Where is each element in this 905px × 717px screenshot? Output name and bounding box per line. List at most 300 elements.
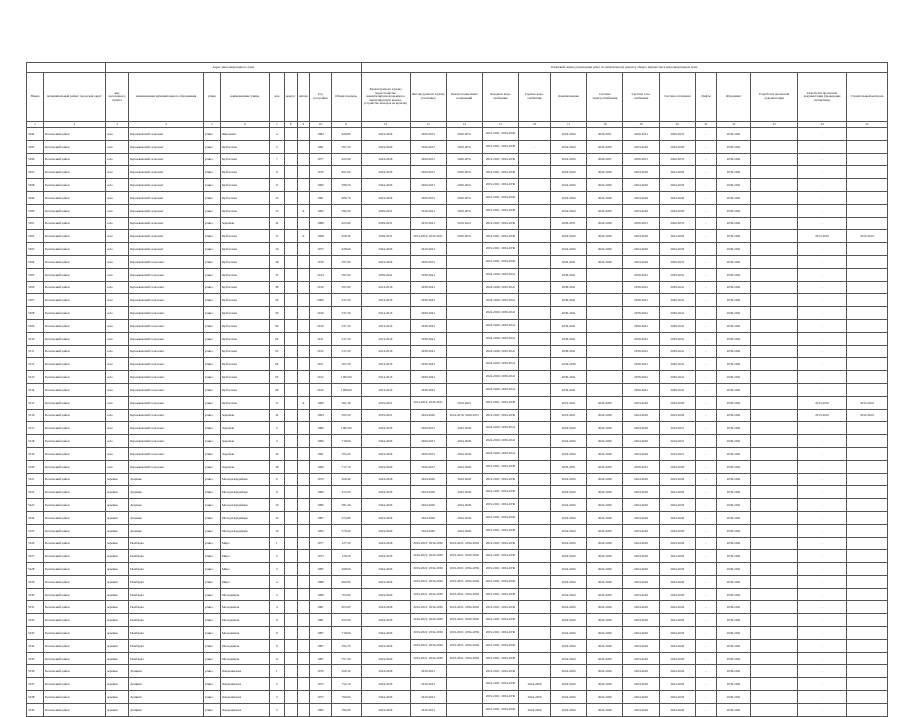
cell-heat: 2024-2026 <box>659 230 695 243</box>
cell-house: 10 <box>269 447 284 460</box>
cell-roof: 2024-2026 <box>361 166 410 179</box>
cell-pd <box>751 627 798 640</box>
cell-heat: 2029-2031 <box>659 255 695 268</box>
cell-area: 272,00 <box>331 486 361 499</box>
cell-heat: 2024-2026 <box>659 409 695 422</box>
cell-area: 703,00 <box>331 588 361 601</box>
cell-area: 581,40 <box>331 499 361 512</box>
cell-sk <box>847 537 888 550</box>
cell-cold: 2024-2026; 2039-2041 <box>482 332 518 345</box>
cell-elec <box>587 383 623 396</box>
cell-sewer: 2024-2026 <box>551 473 587 486</box>
cell-sk <box>847 422 888 435</box>
cell-pde: 2015-2016 <box>798 396 847 409</box>
cell-street_type: улица <box>203 204 220 217</box>
cell-year: 2012 <box>310 371 331 384</box>
cell-pd <box>751 447 798 460</box>
cell-mo: Бережковский сельсовет <box>129 153 204 166</box>
cell-gas: 2029-2031 <box>623 460 659 473</box>
cell-year: 1973 <box>310 550 331 563</box>
cell-facade: 2024-2026 <box>410 499 446 512</box>
table-row <box>27 499 888 512</box>
cell-sewer: 2024-2026 <box>551 537 587 550</box>
cell-pde: - <box>798 435 847 448</box>
cell-street_type: улица <box>203 639 220 652</box>
cell-hot <box>519 447 551 460</box>
cell-street_type: улица <box>203 627 220 640</box>
cell-elec: 2024-2026 <box>587 499 623 512</box>
cell-district: Котельский район <box>44 268 106 281</box>
cell-lift: - <box>695 486 716 499</box>
cell-area: 718,90 <box>331 435 361 448</box>
cell-street: Кузбасская <box>220 396 269 409</box>
cell-district: Котельский район <box>44 435 106 448</box>
cell-sk <box>847 486 888 499</box>
cell-n: 5307 <box>27 294 44 307</box>
cell-sewer: 2024-2026 <box>551 447 587 460</box>
cell-street_type: улица <box>203 358 220 371</box>
cell-house: 6 <box>269 473 284 486</box>
cell-basement: 2024-2026 <box>446 486 482 499</box>
cell-street_type: улица <box>203 396 220 409</box>
cell-street_type: улица <box>203 166 220 179</box>
cell-found: 2039-2041 <box>717 575 751 588</box>
cell-roof: 2024-2026 <box>361 665 410 678</box>
cell-gas: 2024-2026 <box>623 204 659 217</box>
cell-year: 2011 <box>310 358 331 371</box>
cell-k <box>284 473 297 486</box>
cell-roof: 2024-2026 <box>361 473 410 486</box>
column-number: 19 <box>623 122 659 128</box>
column-header: Общая площадь <box>331 73 361 122</box>
cell-heat: 2039-2041 <box>659 345 695 358</box>
cell-mo: Бережковский Сельсовет <box>129 396 204 409</box>
cell-n: 5309 <box>27 319 44 332</box>
column-header: Ремонт подвальных помещений <box>446 73 482 122</box>
cell-basement <box>446 268 482 281</box>
cell-facade: 2019-2021; 2034-2036 <box>410 601 446 614</box>
cell-gas: 2024-2026 <box>623 499 659 512</box>
column-number: 16 <box>519 122 551 128</box>
cell-sewer: 2024-2026 <box>551 550 587 563</box>
cell-heat: 2024-2026 <box>659 511 695 524</box>
cell-kind: село <box>105 371 128 384</box>
cell-district: Котельский район <box>44 281 106 294</box>
cell-lift: - <box>695 358 716 371</box>
cell-pde: - <box>798 665 847 678</box>
cell-gas: 2024-2026 <box>623 601 659 614</box>
cell-area: 561,39 <box>331 396 361 409</box>
cell-hot <box>519 153 551 166</box>
cell-mo: Доценко <box>129 486 204 499</box>
cell-house: 14 <box>269 217 284 230</box>
cell-gas: 2024-2026 <box>623 179 659 192</box>
cell-lit <box>297 499 310 512</box>
cell-pde: - <box>798 358 847 371</box>
column-header: Горячее водо-снабжение <box>519 73 551 122</box>
cell-sewer: 2024-2026 <box>551 153 587 166</box>
cell-hot <box>519 575 551 588</box>
cell-year: 1986 <box>310 499 331 512</box>
cell-hot <box>519 588 551 601</box>
cell-kind: село <box>105 179 128 192</box>
cell-lift: - <box>695 319 716 332</box>
cell-kind: село <box>105 332 128 345</box>
cell-basement: 2029-2031 <box>446 191 482 204</box>
cell-street: Кузбасская <box>220 345 269 358</box>
cell-hot <box>519 473 551 486</box>
cell-gas: 2039-2041 <box>623 307 659 320</box>
cell-facade: 2019-2021; 2034-2036 <box>410 550 446 563</box>
table-row <box>27 166 888 179</box>
cell-year: 2010 <box>310 319 331 332</box>
cell-year: 2012 <box>310 383 331 396</box>
cell-mo: Пыхбарка <box>129 601 204 614</box>
cell-k <box>284 307 297 320</box>
cell-street_type: улица <box>203 447 220 460</box>
cell-sk <box>847 345 888 358</box>
table-row <box>27 563 888 576</box>
repair-schedule-table <box>26 62 888 717</box>
cell-lit: А <box>297 204 310 217</box>
cell-house: 56 <box>269 307 284 320</box>
cell-lift: - <box>695 345 716 358</box>
cell-mo: Доценко <box>129 473 204 486</box>
cell-street: Кузбасская <box>220 230 269 243</box>
cell-basement: 2024-2026 <box>446 435 482 448</box>
cell-house: 10 <box>269 499 284 512</box>
cell-sewer: 2039-2041 <box>551 307 587 320</box>
cell-k <box>284 511 297 524</box>
cell-lit <box>297 550 310 563</box>
cell-basement <box>446 665 482 678</box>
cell-heat: 2024-2026 <box>659 678 695 691</box>
cell-street: Школьная <box>220 128 269 141</box>
cell-mo: Пыхбарка <box>129 537 204 550</box>
cell-district: Котельский район <box>44 575 106 588</box>
cell-area: 628,60 <box>331 243 361 256</box>
cell-gas: 2029-2031 <box>623 153 659 166</box>
cell-mo: Доценко <box>129 499 204 512</box>
cell-pd <box>751 230 798 243</box>
cell-lit: А <box>297 230 310 243</box>
cell-elec: 2024-2026 <box>587 204 623 217</box>
cell-lit <box>297 447 310 460</box>
cell-sewer: 2024-2026 <box>551 243 587 256</box>
cell-lit <box>297 268 310 281</box>
cell-street: Кузбасская <box>220 191 269 204</box>
cell-street: Молодежная <box>220 588 269 601</box>
cell-lit <box>297 243 310 256</box>
cell-house: 16 <box>269 243 284 256</box>
cell-area: 537,20 <box>331 332 361 345</box>
cell-house: 12 <box>269 511 284 524</box>
cell-gas: 2024-2026 <box>623 665 659 678</box>
cell-hot: 2024-2026 <box>519 691 551 704</box>
cell-gas: 2024-2026 <box>623 639 659 652</box>
cell-district: Котельский район <box>44 703 106 716</box>
cell-sewer: 2024-2026 <box>551 511 587 524</box>
cell-found: 2039-2041 <box>717 204 751 217</box>
cell-district: Котельский район <box>44 588 106 601</box>
cell-year: 1984 <box>310 128 331 141</box>
cell-roof: 2024-2026 <box>361 691 410 704</box>
table-row <box>27 319 888 332</box>
cell-district: Котельский район <box>44 614 106 627</box>
cell-sk <box>847 511 888 524</box>
cell-lit <box>297 524 310 537</box>
cell-kind: деревня <box>105 537 128 550</box>
cell-found: 2039-2041 <box>717 691 751 704</box>
cell-sewer: 2024-2026 <box>551 588 587 601</box>
cell-gas: 2039-2041 <box>623 268 659 281</box>
cell-sewer: 2024-2026 <box>551 422 587 435</box>
cell-pde: - <box>798 204 847 217</box>
cell-house: 6 <box>269 614 284 627</box>
cell-district: Котельский район <box>44 627 106 640</box>
cell-street: Ожерошилова <box>220 665 269 678</box>
cell-mo: Дощинн <box>129 703 204 716</box>
cell-street: Ожерошилова <box>220 678 269 691</box>
cell-cold: 2024-2026; 2039-2041 <box>482 435 518 448</box>
cell-kind: деревня <box>105 550 128 563</box>
cell-mo: Бережковский сельсовет <box>129 191 204 204</box>
cell-kind: село <box>105 255 128 268</box>
cell-kind: село <box>105 191 128 204</box>
cell-found: 2039-2041 <box>717 371 751 384</box>
cell-pde: - <box>798 486 847 499</box>
cell-heat: 2039-2041 <box>659 294 695 307</box>
cell-hot <box>519 563 551 576</box>
table-row <box>27 345 888 358</box>
cell-sewer: 2039-2041 <box>551 371 587 384</box>
cell-basement: 2024-2026 <box>446 499 482 512</box>
cell-street_type: улица <box>203 435 220 448</box>
cell-sewer: 2024-2026 <box>551 703 587 716</box>
cell-sewer: 2034-2036 <box>551 358 587 371</box>
cell-sewer: 2024-2026 <box>551 128 587 141</box>
cell-roof: 2024-2026 <box>361 499 410 512</box>
cell-cold: 2019-2021; 2034-2036 <box>482 499 518 512</box>
cell-roof: 2024-2026 <box>361 550 410 563</box>
cell-street: Кузбасская <box>220 319 269 332</box>
cell-cold: 2019-2021; 2034-2036 <box>482 550 518 563</box>
cell-found: 2039-2041 <box>717 652 751 665</box>
cell-lit <box>297 601 310 614</box>
cell-found: 2039-2041 <box>717 128 751 141</box>
cell-hot <box>519 281 551 294</box>
cell-pd <box>751 703 798 716</box>
cell-heat: 2024-2026 <box>659 499 695 512</box>
cell-k <box>284 319 297 332</box>
cell-district: Котельский район <box>44 204 106 217</box>
cell-sewer: 2024-2026 <box>551 691 587 704</box>
cell-facade: 2024-2026 <box>410 524 446 537</box>
cell-found: 2039-2041 <box>717 396 751 409</box>
cell-year: 1990 <box>310 460 331 473</box>
cell-roof: 2024-2026 <box>361 128 410 141</box>
cell-elec <box>587 294 623 307</box>
cell-gas: 2024-2026 <box>623 652 659 665</box>
cell-found: 2039-2041 <box>717 268 751 281</box>
cell-street_type: улица <box>203 652 220 665</box>
cell-cold: 2019-2021; 2034-2036 <box>482 639 518 652</box>
cell-pd <box>751 294 798 307</box>
cell-pd <box>751 473 798 486</box>
cell-hot <box>519 422 551 435</box>
cell-n: 5338 <box>27 691 44 704</box>
cell-elec <box>587 268 623 281</box>
cell-gas: 2029-2031 <box>623 128 659 141</box>
cell-n: 5297 <box>27 166 44 179</box>
cell-basement <box>446 255 482 268</box>
cell-year: 1964 <box>310 409 331 422</box>
cell-pde: 2015-2016 <box>798 409 847 422</box>
repairs-group-header: Плановый период проведения работ по капитальному ремонту общего имущества в многоквартирном доме <box>361 63 888 73</box>
cell-lit <box>297 358 310 371</box>
cell-hot <box>519 294 551 307</box>
cell-lit <box>297 191 310 204</box>
cell-lift: - <box>695 409 716 422</box>
cell-street_type: улица <box>203 128 220 141</box>
cell-sk <box>847 460 888 473</box>
cell-roof: 2024-2026 <box>361 563 410 576</box>
cell-cold: 2024-2026; 2039-2041 <box>482 268 518 281</box>
cell-hot <box>519 204 551 217</box>
cell-district: Котельский район <box>44 473 106 486</box>
cell-mo: Бережковский Сельсовет <box>129 422 204 435</box>
table-row <box>27 614 888 627</box>
cell-roof: 2024-2026 <box>361 703 410 716</box>
cell-basement: 2029-2031 <box>446 153 482 166</box>
cell-pd <box>751 550 798 563</box>
cell-kind: деревня <box>105 652 128 665</box>
cell-lift: - <box>695 281 716 294</box>
cell-sewer: 2024-2026 <box>551 614 587 627</box>
cell-elec: 2024-2026 <box>587 537 623 550</box>
cell-lift: - <box>695 550 716 563</box>
cell-mo: Бережковский Сельсовет <box>129 409 204 422</box>
cell-street_type: улица <box>203 371 220 384</box>
cell-year: 1985 <box>310 563 331 576</box>
cell-pde: - <box>798 627 847 640</box>
cell-lift: - <box>695 204 716 217</box>
column-header: улица <box>203 73 220 122</box>
cell-district: Котельский район <box>44 563 106 576</box>
cell-elec: 2024-2026 <box>587 691 623 704</box>
cell-district: Котельский район <box>44 294 106 307</box>
table-row <box>27 588 888 601</box>
cell-street: Кузбасская <box>220 166 269 179</box>
table-row <box>27 179 888 192</box>
cell-pde: - <box>798 652 847 665</box>
cell-house: 17 <box>269 230 284 243</box>
cell-basement <box>446 358 482 371</box>
cell-house: 8 <box>269 627 284 640</box>
cell-n: 5312 <box>27 358 44 371</box>
cell-lit <box>297 294 310 307</box>
cell-area: 593,50 <box>331 409 361 422</box>
cell-district: Котельский район <box>44 217 106 230</box>
cell-pde: - <box>798 191 847 204</box>
column-header: Разработка проектной документации <box>751 73 798 122</box>
cell-street: Молодежная <box>220 601 269 614</box>
cell-lift: - <box>695 294 716 307</box>
cell-basement: 2029-2031 <box>446 179 482 192</box>
cell-facade: 2039-2041 <box>410 281 446 294</box>
cell-n: 5313 <box>27 371 44 384</box>
cell-kind: село <box>105 166 128 179</box>
cell-basement <box>446 307 482 320</box>
cell-n: 5308 <box>27 307 44 320</box>
cell-roof: 2024-2026 <box>361 447 410 460</box>
cell-facade: 2039-2041 <box>410 319 446 332</box>
cell-mo: Бережковский Сельсовет <box>129 371 204 384</box>
cell-street_type: улица <box>203 524 220 537</box>
cell-lift: - <box>695 230 716 243</box>
cell-street_type: улица <box>203 550 220 563</box>
cell-basement <box>446 691 482 704</box>
cell-area: 718,90 <box>331 627 361 640</box>
cell-lit <box>297 665 310 678</box>
cell-roof: 2019-2021 <box>361 396 410 409</box>
cell-k <box>284 243 297 256</box>
table-row <box>27 691 888 704</box>
cell-sk <box>847 255 888 268</box>
cell-roof: 2024-2026 <box>361 486 410 499</box>
cell-sewer: 2039-2041 <box>551 345 587 358</box>
cell-street_type: улица <box>203 332 220 345</box>
cell-heat: 2024-2026 <box>659 140 695 153</box>
cell-street: Кузбасская <box>220 204 269 217</box>
cell-cold: 2019-2021; 2034-2036 <box>482 588 518 601</box>
cell-basement: 2029-2031 <box>446 204 482 217</box>
cell-sk <box>847 281 888 294</box>
cell-n: 5302 <box>27 230 44 243</box>
cell-roof: 2024-2026 <box>361 422 410 435</box>
cell-facade: 2029-2031 <box>410 166 446 179</box>
cell-pde: - <box>798 537 847 550</box>
cell-house: 37 <box>269 268 284 281</box>
cell-facade: 2019-2021; 2034-2036 <box>410 537 446 550</box>
cell-pde: - <box>798 307 847 320</box>
cell-mo: Бережковский сельсовет <box>129 140 204 153</box>
cell-lift: - <box>695 473 716 486</box>
cell-year: 1988 <box>310 575 331 588</box>
cell-sk <box>847 563 888 576</box>
cell-sk: 2015-2016 <box>847 230 888 243</box>
cell-house: 1 <box>269 665 284 678</box>
cell-k <box>284 601 297 614</box>
cell-street_type: улица <box>203 307 220 320</box>
cell-hot <box>519 358 551 371</box>
cell-area: 903,00 <box>331 601 361 614</box>
cell-district: Котельский район <box>44 332 106 345</box>
cell-year: 1969 <box>310 179 331 192</box>
cell-n: 5316 <box>27 409 44 422</box>
cell-street_type: улица <box>203 230 220 243</box>
cell-roof: 2029-2031 <box>361 204 410 217</box>
cell-roof: 2029-2031 <box>361 230 410 243</box>
cell-n: 5324 <box>27 511 44 524</box>
cell-district: Котельский район <box>44 447 106 460</box>
cell-district: Котельский район <box>44 396 106 409</box>
cell-house: 2 <box>269 678 284 691</box>
cell-district: Котельский район <box>44 665 106 678</box>
cell-heat: 2039-2041 <box>659 371 695 384</box>
cell-lit <box>297 255 310 268</box>
cell-area: 507,30 <box>331 358 361 371</box>
